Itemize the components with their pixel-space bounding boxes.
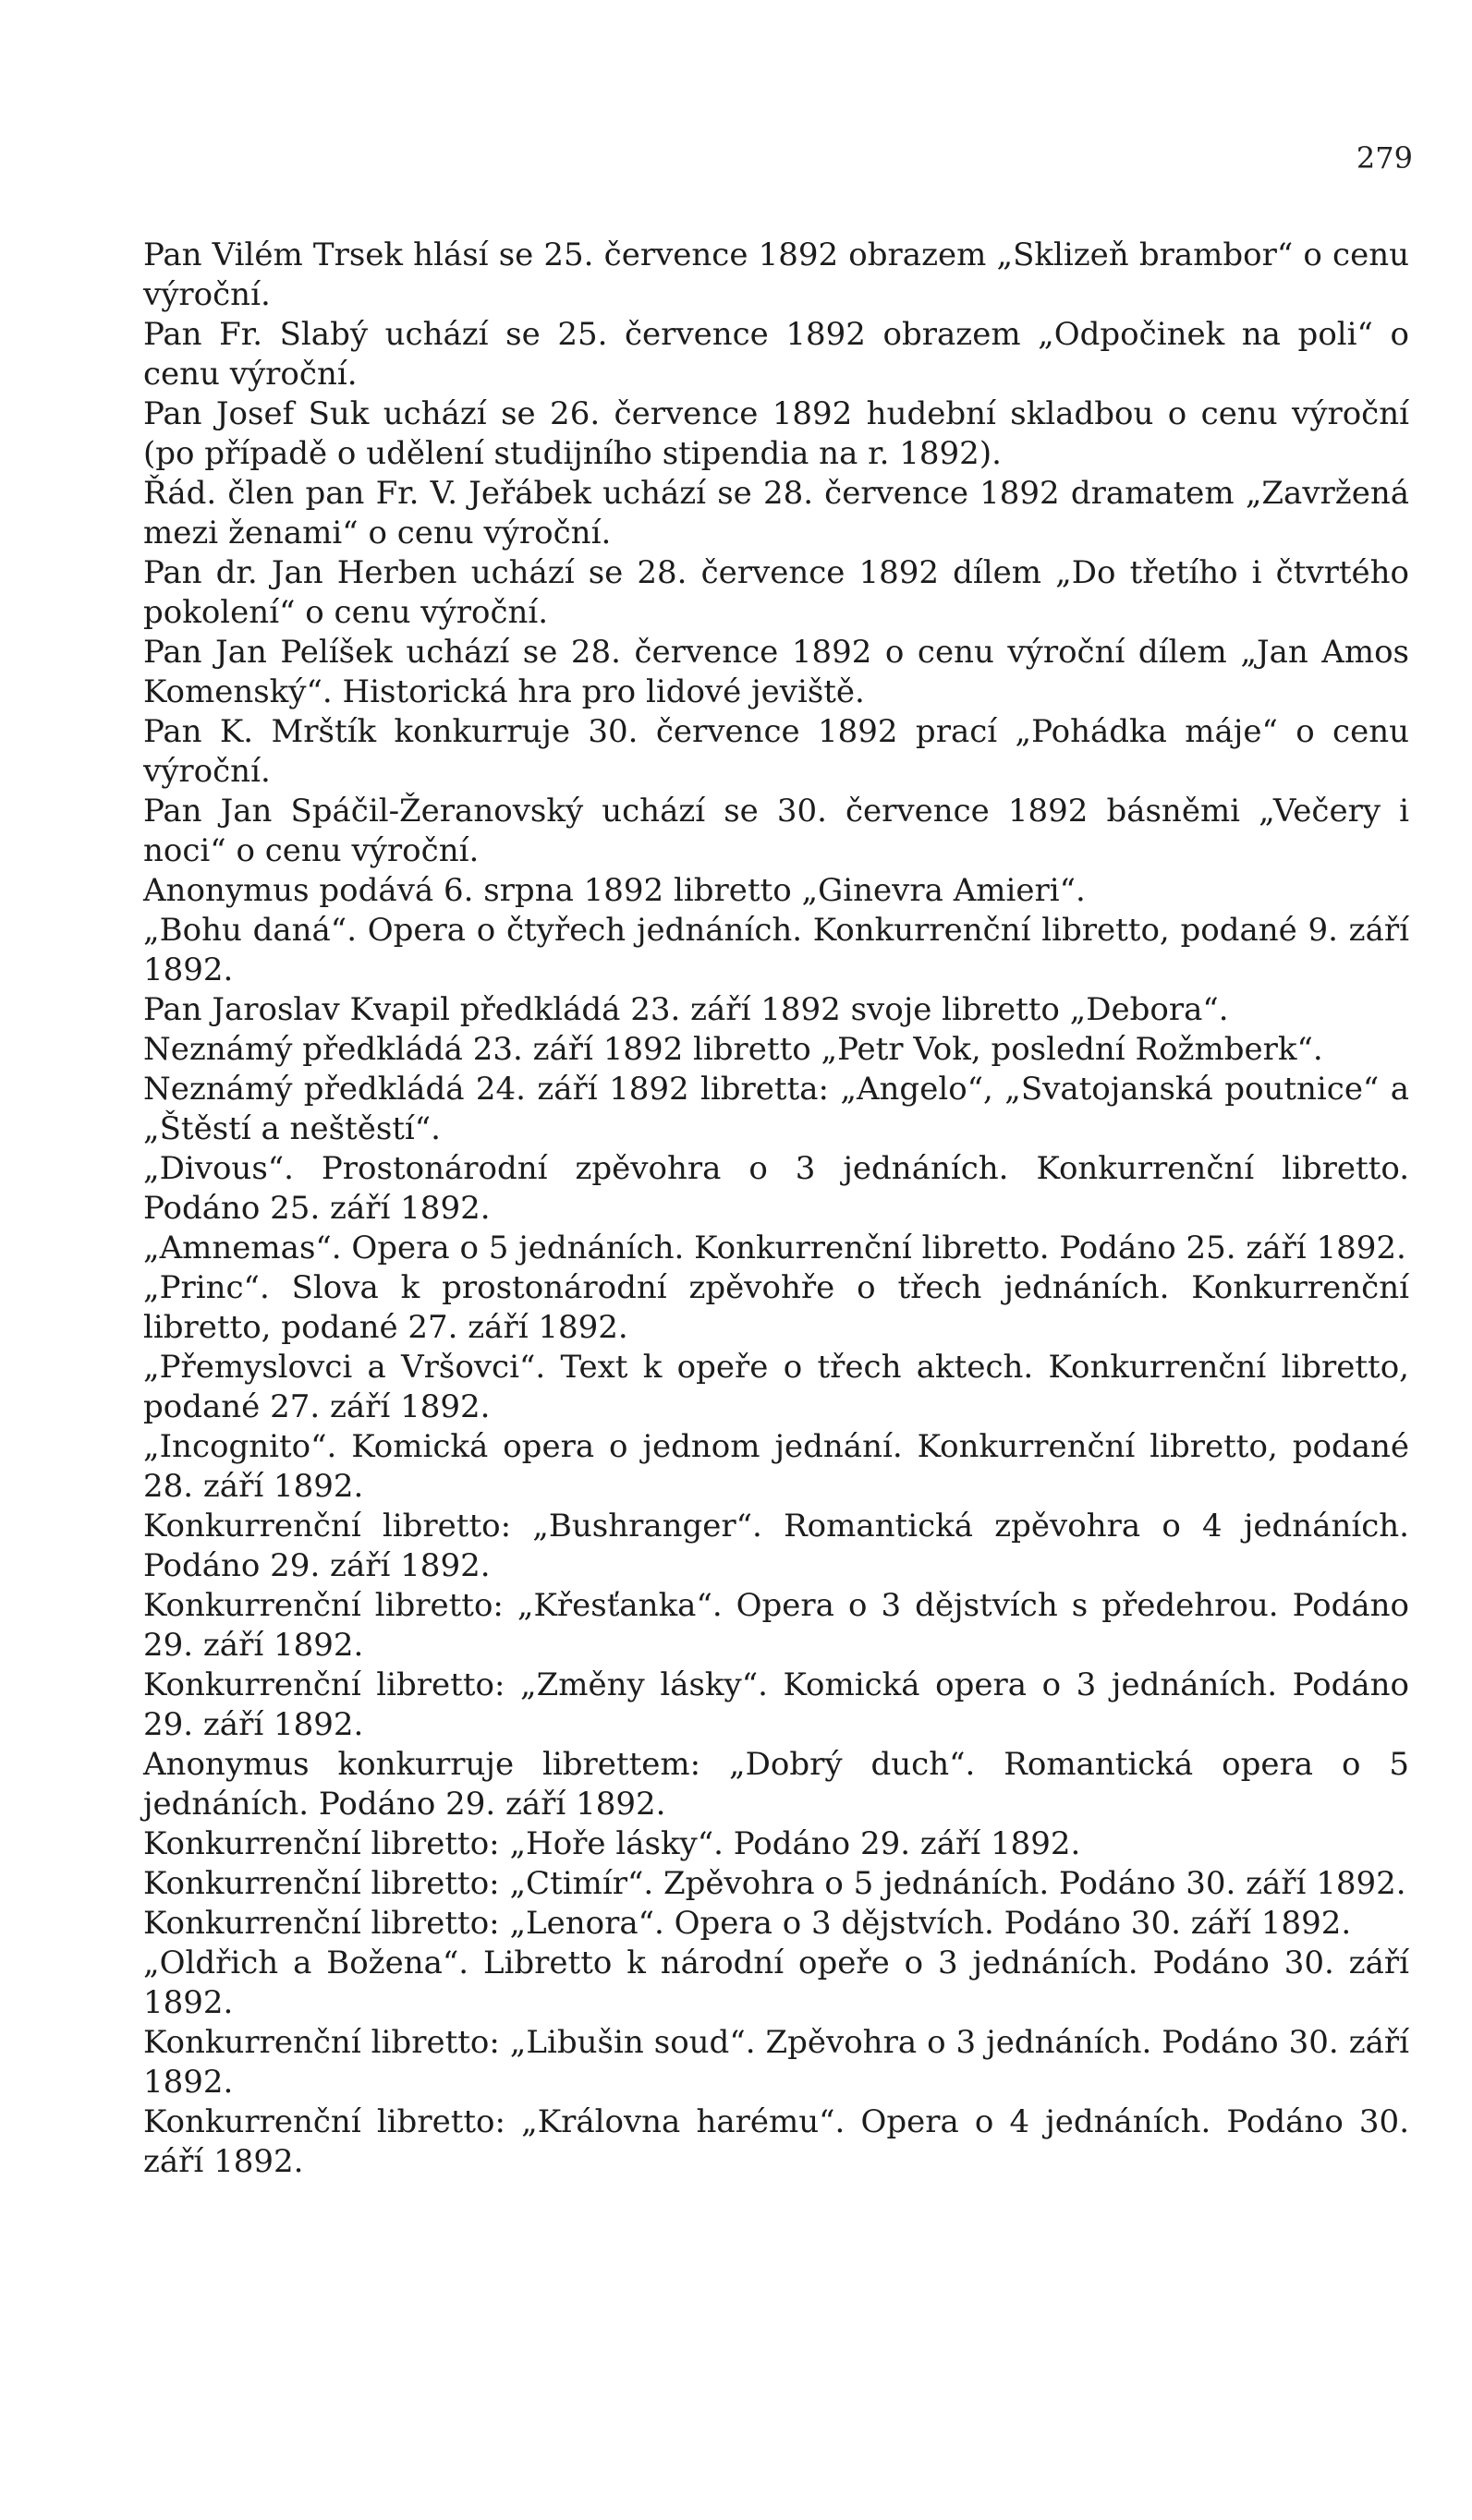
paragraph: Pan Vilém Trsek hlásí se 25. července 1892 obrazem „Sklizeň brambor“ o cenu výroční. bbox=[143, 236, 1409, 313]
paragraph: Pan Josef Suk uchází se 26. července 1892 hudební skladbou o cenu výroční (po případě o udělení studijního stipendia na r. 1892). bbox=[143, 395, 1409, 472]
paragraph: Konkurrenční libretto: „Ctimír“. Zpěvohra o 5 jednáních. Podáno 30. září 1892. bbox=[143, 1865, 1406, 1902]
body-text bbox=[143, 236, 1409, 2182]
paragraph: Konkurrenční libretto: „Libušin soud“. Zpěvohra o 3 jednáních. Podáno 30. září 1892. bbox=[143, 2024, 1409, 2101]
paragraph: Neznámý předkládá 24. září 1892 libretta: „Angelo“, „Svatojanská poutnice“ a „Štěstí a neštěstí“. bbox=[143, 1071, 1409, 1147]
paragraph: Anonymus podává 6. srpna 1892 libretto „Ginevra Amieri“. bbox=[143, 872, 1086, 909]
paragraph: Konkurrenční libretto: „Křesťanka“. Opera o 3 dějstvích s předehrou. Podáno 29. září 1892. bbox=[143, 1587, 1409, 1664]
paragraph: Pan Jan Spáčil-Žeranovský uchází se 30. července 1892 básněmi „Večery i noci“ o cenu výroční. bbox=[143, 793, 1409, 869]
paragraph: Pan K. Mrštík konkurruje 30. července 1892 prací „Pohádka máje“ o cenu výroční. bbox=[143, 713, 1409, 790]
page-number: 279 bbox=[1356, 140, 1413, 176]
paragraph: „Divous“. Prostonárodní zpěvohra o 3 jednáních. Konkurrenční libretto. Podáno 25. září 1892. bbox=[143, 1150, 1409, 1227]
paragraph: Konkurrenční libretto: „Královna harému“. Opera o 4 jednáních. Podáno 30. září 1892. bbox=[143, 2103, 1409, 2180]
paragraph: Pan Fr. Slabý uchází se 25. července 1892 obrazem „Odpočinek na poli“ o cenu výroční. bbox=[143, 316, 1409, 393]
paragraph: Pan dr. Jan Herben uchází se 28. července 1892 dílem „Do třetího i čtvrtého pokolení“ o cenu výroční. bbox=[143, 554, 1409, 631]
paragraph: Neznámý předkládá 23. září 1892 libretto „Petr Vok, poslední Rožmberk“. bbox=[143, 1031, 1323, 1068]
paragraph: Konkurrenční libretto: „Hoře lásky“. Podáno 29. září 1892. bbox=[143, 1825, 1081, 1862]
paragraph: „Incognito“. Komická opera o jednom jednání. Konkurrenční libretto, podané 28. září 1892. bbox=[143, 1428, 1409, 1505]
paragraph: „Princ“. Slova k prostonárodní zpěvohře o třech jednáních. Konkurrenční libretto, podané 27. září 1892. bbox=[143, 1269, 1409, 1346]
paragraph: Konkurrenční libretto: „Lenora“. Opera o 3 dějstvích. Podáno 30. září 1892. bbox=[143, 1905, 1352, 1942]
paragraph: „Bohu daná“. Opera o čtyřech jednáních. Konkurrenční libretto, podané 9. září 1892. bbox=[143, 912, 1409, 988]
paragraph: „Oldřich a Božena“. Libretto k národní opeře o 3 jednáních. Podáno 30. září 1892. bbox=[143, 1945, 1409, 2021]
paragraph: Konkurrenční libretto: „Bushranger“. Romantická zpěvohra o 4 jednáních. Podáno 29. září 1892. bbox=[143, 1508, 1409, 1584]
paragraph: Pan Jaroslav Kvapil předkládá 23. září 1892 svoje libretto „Debora“. bbox=[143, 991, 1229, 1028]
paragraph: Pan Jan Pelíšek uchází se 28. července 1892 o cenu výroční dílem „Jan Amos Komenský“. Historická hra pro lidové jeviště. bbox=[143, 634, 1409, 710]
paragraph: Anonymus konkurruje librettem: „Dobrý duch“. Romantická opera o 5 jednáních. Podáno 29. září 1892. bbox=[143, 1746, 1409, 1823]
paragraph: „Amnemas“. Opera o 5 jednáních. Konkurrenční libretto. Podáno 25. září 1892. bbox=[143, 1230, 1406, 1266]
paragraph: Konkurrenční libretto: „Změny lásky“. Komická opera o 3 jednáních. Podáno 29. září 1892. bbox=[143, 1666, 1409, 1743]
paragraph: Řád. člen pan Fr. V. Jeřábek uchází se 28. července 1892 dramatem „Zavržená mezi ženami“ o cenu výroční. bbox=[143, 475, 1409, 551]
paragraph: „Přemyslovci a Vršovci“. Text k opeře o třech aktech. Konkurrenční libretto, podané 27. září 1892. bbox=[143, 1349, 1409, 1425]
